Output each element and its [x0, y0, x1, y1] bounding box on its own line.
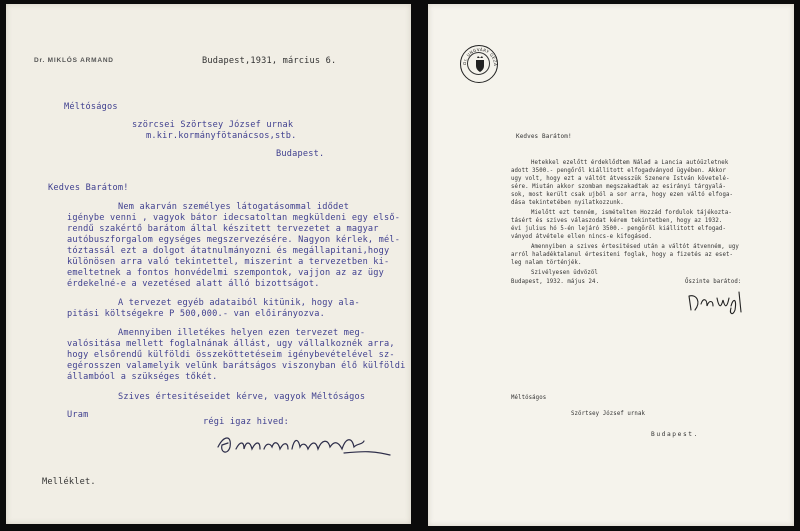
text-line: állambóol a szükséges tőkét.: [67, 372, 218, 382]
text-line: Nem akarván személyes látogatásommal idődet: [118, 202, 350, 212]
greeting: Kedves Barátom!: [48, 183, 129, 193]
left-letter-page: [6, 4, 411, 524]
signature-image: [214, 429, 394, 459]
text-line: tóztassál ezt a dolgot átatnulmányozni és megállapitani,hogy: [67, 246, 390, 256]
letterhead: Dr. MIKLÓS ARMAND: [34, 57, 114, 64]
addressee-title: m.kir.kormányfötanácsos,stb.: [146, 131, 297, 141]
seal-text: Dr. UNGVÁRY GÉZA: [461, 46, 499, 67]
text-line: autóbuszforgalom egységes megszervezésére. Nagyon kérlek, mél-: [67, 235, 401, 245]
text-line: hogy elsőrendű külföldi összeköttetéseim igénybevételével sz-: [67, 350, 395, 360]
date-line: Budapest,1931, március 6.: [202, 56, 337, 66]
signature-image: [683, 286, 753, 316]
text-line: dása tekintetében nyilatkozzunk.: [511, 200, 624, 206]
addressee-line: szörcsei Szörtsey József urnak: [132, 120, 294, 130]
closing-line: Szives értesitéseidet kérve, vagyok Méltóságos: [118, 392, 366, 402]
text-line: ványod átvétele ellen nincs-e kifogásod.: [511, 234, 652, 240]
text-line: sok, most került csak ujból a sor arra, hogy ezen váltó elfoga-: [511, 192, 734, 198]
greeting: Kedves Barátom!: [516, 133, 572, 140]
text-line: Amennyiben a szives értesitésed után a váltót átvenném, ugy: [531, 244, 739, 250]
text-line: érdekelné-e a vezetésed alatt álló bizottságot.: [67, 279, 320, 289]
text-line: sére. Miután akkor szomban megszakadtak az esirányi tárgyalá-: [511, 184, 726, 190]
text-line: ugy volt, hogy ezt a váltót átvesszük Szenere István követelé-: [511, 176, 730, 182]
date-line: Budapest, 1932. május 24.: [511, 279, 600, 285]
text-line: egérosszen valamelyik velünk barátságos viszonyban élő külföldi: [67, 361, 406, 371]
text-line: igénybe venni , vagyok bátor idecsatoltan megküldeni egy első-: [67, 213, 401, 223]
text-line: arról haladéktalanul értesiteni foglak, hogy a fizetés az eset-: [511, 252, 734, 258]
text-line: Amennyiben illetékes helyen ezen tervezet meg-: [118, 328, 366, 338]
addressee-city: Budapest.: [651, 431, 699, 438]
text-line: Mielőtt ezt tenném, ismételten Hozzád fordulok tájékozta-: [531, 210, 732, 216]
text-line: tásért és szives válaszodat kérem tekintetben, hogy az 1932.: [511, 218, 723, 224]
text-line: évi julius hó 5-én lejáró 3500.- pengőről kiállitott elfogad-: [511, 226, 726, 232]
addressee-city: Budapest.: [276, 149, 325, 159]
text-line: valósitása mellett foglalnának állást, ugy vállalkoznék arra,: [67, 339, 395, 349]
text-line: pitási költségekre P 500,000.- van előirányozva.: [67, 309, 325, 319]
text-line: leg nalam történjék.: [511, 260, 582, 266]
salutation-title: Méltóságos: [511, 395, 547, 401]
friend-line: Őszinte barátod:: [685, 279, 742, 285]
addressee-line: Szörtsey József urnak: [571, 411, 646, 417]
regards-line: Szivélyesen üdvözöl: [531, 270, 598, 276]
seal-stamp: [460, 45, 498, 83]
closing-uram: Uram: [67, 410, 89, 420]
text-line: emeltetnek a fontos honvédelmi szempontok, vajjon az az ügy: [67, 268, 385, 278]
salutation-title: Méltóságos: [64, 102, 118, 112]
text-line: rendű szakértő barátom által készitett tervezetet a magyar: [67, 224, 379, 234]
text-line: különösen arra való tekintettel, miszerint a tervezetben ki-: [67, 257, 390, 267]
text-line: Hetekkel ezelőtt érdeklődtem Nálad a Lancia autóüzletnek: [531, 160, 729, 166]
right-letter-page: [428, 4, 794, 526]
text-line: adott 3500.- pengőről kiállitott elfogadványod ügyében. Akkor: [511, 168, 726, 174]
text-line: A tervezet egyéb adataiból kitünik, hogy ala-: [118, 298, 360, 308]
enclosure-note: Melléklet.: [42, 477, 96, 487]
regards-line: régi igaz hived:: [203, 417, 289, 427]
